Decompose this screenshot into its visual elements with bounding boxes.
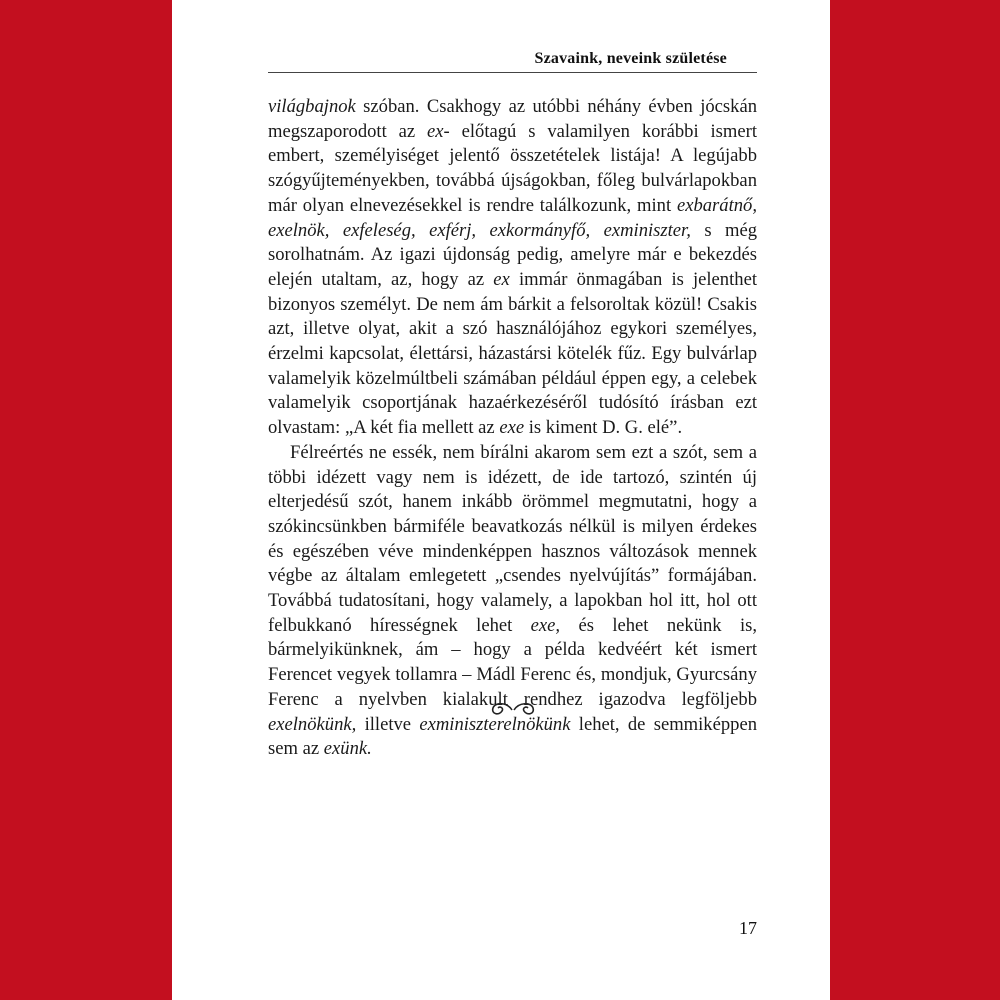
- book-page: [172, 0, 830, 1000]
- italic-word: ex: [493, 268, 510, 290]
- text-span: és lehet nekünk is, bármelyikünknek, ám – hogy a példa kedvéért két ismert Ferencet vegyek tollamra – Mádl Ferenc és, mondjuk, Gyurcsány Ferenc a nyelvben kialakult rendhez igazodva legföljebb: [268, 614, 757, 710]
- text-span: s még sorolhatnám. Az igazi újdonság pedig, amelyre már e bekezdés elején utaltam, az, hogy az: [268, 219, 757, 290]
- italic-word: exminiszterelnökünk: [419, 713, 571, 735]
- text-span: szóban. Csakhogy az utóbbi néhány évben jócskán megszaporodott az: [268, 96, 757, 142]
- ornament-icon: [490, 701, 536, 717]
- italic-word: ex-: [427, 120, 450, 142]
- page-number: 17: [739, 918, 757, 938]
- italic-word: exbarátnő, exelnök, exfeleség, exférj, exkormányfő, exminiszter,: [268, 194, 757, 241]
- italic-word: világbajnok: [268, 96, 356, 117]
- paragraph-1: [268, 95, 757, 441]
- italic-word: exünk.: [323, 738, 372, 760]
- text-span: immár önmagában is jelenthet bizonyos személyt. De nem ám bárkit a felsoroltak közül! Csakis azt, illetve olyat, akit a szó használójához egykori személyes, érzelmi kapcsolat, élettársi, házastársi kötelék fűz. Egy bulvárlap valamelyik közelmúltbeli számában például éppen egy, a celebek valamelyik csoportjának hazaérkezéséről tudósító írásban ezt olvastam: „A két fia mellett az: [268, 268, 757, 439]
- header-rule: [268, 72, 757, 73]
- section-ornament: [268, 700, 757, 723]
- text-span: is kiment D. G. elé”.: [524, 417, 683, 439]
- body-text: [268, 95, 757, 762]
- italic-word: exe,: [530, 614, 561, 636]
- text-span: Félreértés ne essék, nem bírálni akarom sem ezt a szót, sem a többi idézett vagy nem is idézett, de ide tartozó, szintén új elterjedésű szót, hanem inkább örömmel megmutatni, hogy a szókincsünkben bármiféle beavatkozás nélkül is milyen érdekes és egészében véve mindenképpen hasznos változások mennek végbe az általam emlegetett „csendes nyelvújítás” formájában. Továbbá tudatosítani, hogy valamely, a lapokban hol itt, hol ott felbukkanó hírességnek lehet: [268, 441, 757, 636]
- text-span: illetve: [356, 713, 420, 735]
- running-head: Szavaink, neveink születése: [534, 50, 727, 67]
- italic-word: exe: [499, 417, 525, 439]
- text-span: lehet, de semmiképpen sem az: [268, 713, 757, 760]
- italic-word: exelnökünk,: [268, 713, 357, 735]
- text-span: előtagú s valamilyen korábbi ismert embert, személyiséget jelentő összetételek listája! A legújabb szógyűjteményekben, továbbá újságokban, főleg bulvárlapokban már olyan elnevezésekkel is rendre találkozunk, mint: [268, 120, 757, 216]
